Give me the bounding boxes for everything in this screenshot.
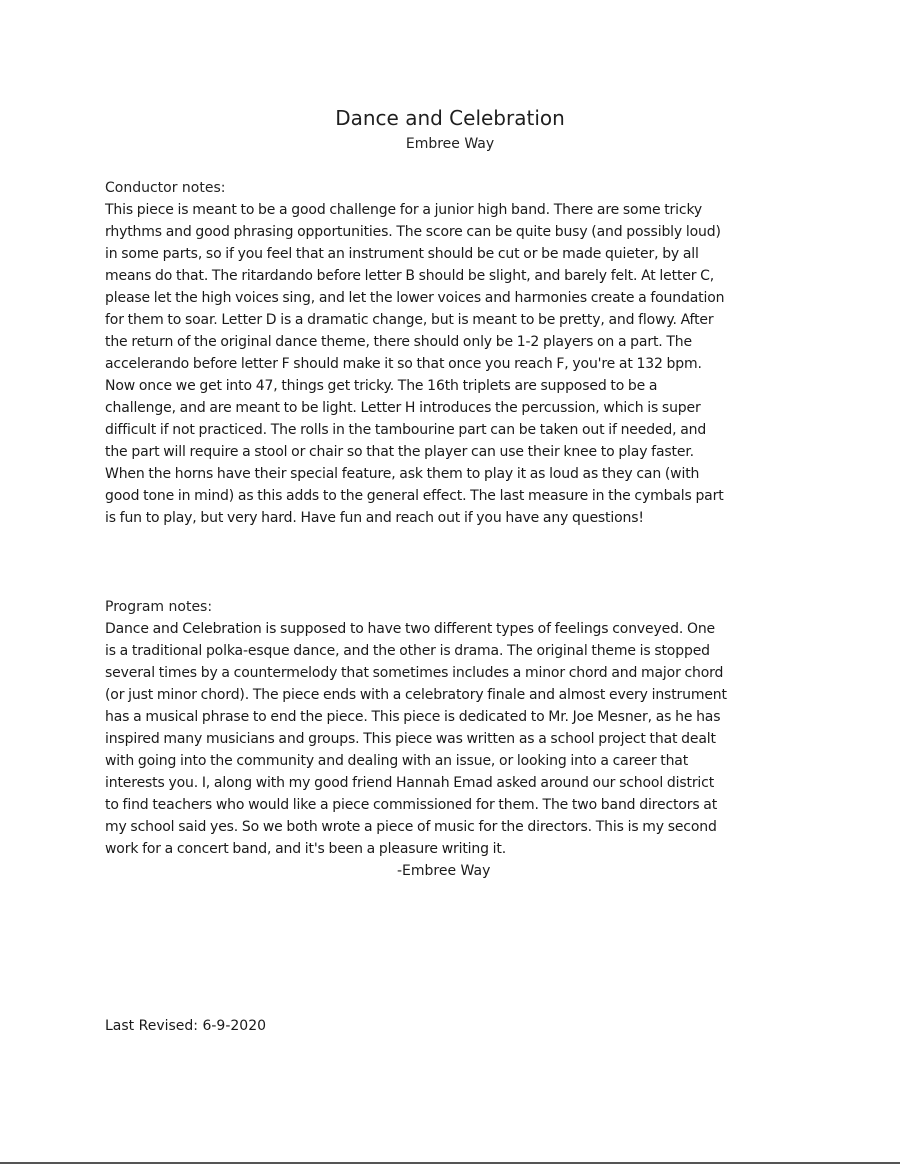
program-notes-line: work for a concert band, and it's been a pleasure writing it.	[105, 841, 507, 857]
conductor-notes-line: When the horns have their special feature, ask them to play it as loud as they can (with	[105, 466, 700, 482]
document-author: Embree Way	[405, 136, 495, 152]
program-notes-body	[105, 618, 795, 860]
program-notes-line: interests you. I, along with my good friend Hannah Emad asked around our school district	[105, 775, 715, 791]
conductor-notes-line: means do that. The ritardando before letter B should be slight, and barely felt. At letter C,	[105, 268, 715, 284]
program-notes-line: is a traditional polka-esque dance, and the other is drama. The original theme is stopped	[105, 643, 710, 659]
program-notes-line: has a musical phrase to end the piece. This piece is dedicated to Mr. Joe Mesner, as he has	[105, 709, 721, 725]
conductor-notes-line: is fun to play, but very hard. Have fun and reach out if you have any questions!	[105, 510, 644, 526]
program-notes-line: to find teachers who would like a piece commissioned for them. The two band directors at	[105, 797, 718, 813]
conductor-notes-line: for them to soar. Letter D is a dramatic change, but is meant to be pretty, and flowy. After	[105, 312, 714, 328]
conductor-notes-heading: Conductor notes:	[105, 180, 226, 196]
program-notes-heading: Program notes:	[105, 599, 213, 615]
conductor-notes-line: the part will require a stool or chair so that the player can use their knee to play faster.	[105, 444, 694, 460]
conductor-notes-line: please let the high voices sing, and let the lower voices and harmonies create a foundation	[105, 290, 725, 306]
program-notes-line: (or just minor chord). The piece ends with a celebratory finale and almost every instrument	[105, 687, 727, 703]
program-notes-line: with going into the community and dealing with an issue, or looking into a career that	[105, 753, 689, 769]
conductor-notes-line: This piece is meant to be a good challenge for a junior high band. There are some tricky	[105, 202, 703, 218]
document-title: Dance and Celebration	[335, 106, 565, 130]
conductor-notes-line: rhythms and good phrasing opportunities. The score can be quite busy (and possibly loud)	[105, 224, 721, 240]
conductor-notes-line: Now once we get into 47, things get tricky. The 16th triplets are supposed to be a	[105, 378, 658, 394]
conductor-notes-line: difficult if not practiced. The rolls in the tambourine part can be taken out if needed, and	[105, 422, 707, 438]
conductor-notes-line: in some parts, so if you feel that an instrument should be cut or be made quieter, by all	[105, 246, 699, 262]
conductor-notes-line: good tone in mind) as this adds to the general effect. The last measure in the cymbals part	[105, 488, 724, 504]
conductor-notes-line: accelerando before letter F should make it so that once you reach F, you're at 132 bpm.	[105, 356, 702, 372]
program-notes-line: inspired many musicians and groups. This piece was written as a school project that dealt	[105, 731, 716, 747]
conductor-notes-body	[105, 199, 795, 529]
program-notes-line: several times by a countermelody that sometimes includes a minor chord and major chord	[105, 665, 724, 681]
last-revised-date: Last Revised: 6-9-2020	[105, 1018, 267, 1034]
conductor-notes-line: challenge, and are meant to be light. Letter H introduces the percussion, which is super	[105, 400, 701, 416]
program-notes-line: Dance and Celebration is supposed to have two different types of feelings conveyed. One	[105, 621, 716, 637]
conductor-notes-line: the return of the original dance theme, there should only be 1-2 players on a part. The	[105, 334, 692, 350]
program-notes-line: my school said yes. So we both wrote a piece of music for the directors. This is my second	[105, 819, 717, 835]
program-notes-signature: -Embree Way	[397, 863, 491, 879]
